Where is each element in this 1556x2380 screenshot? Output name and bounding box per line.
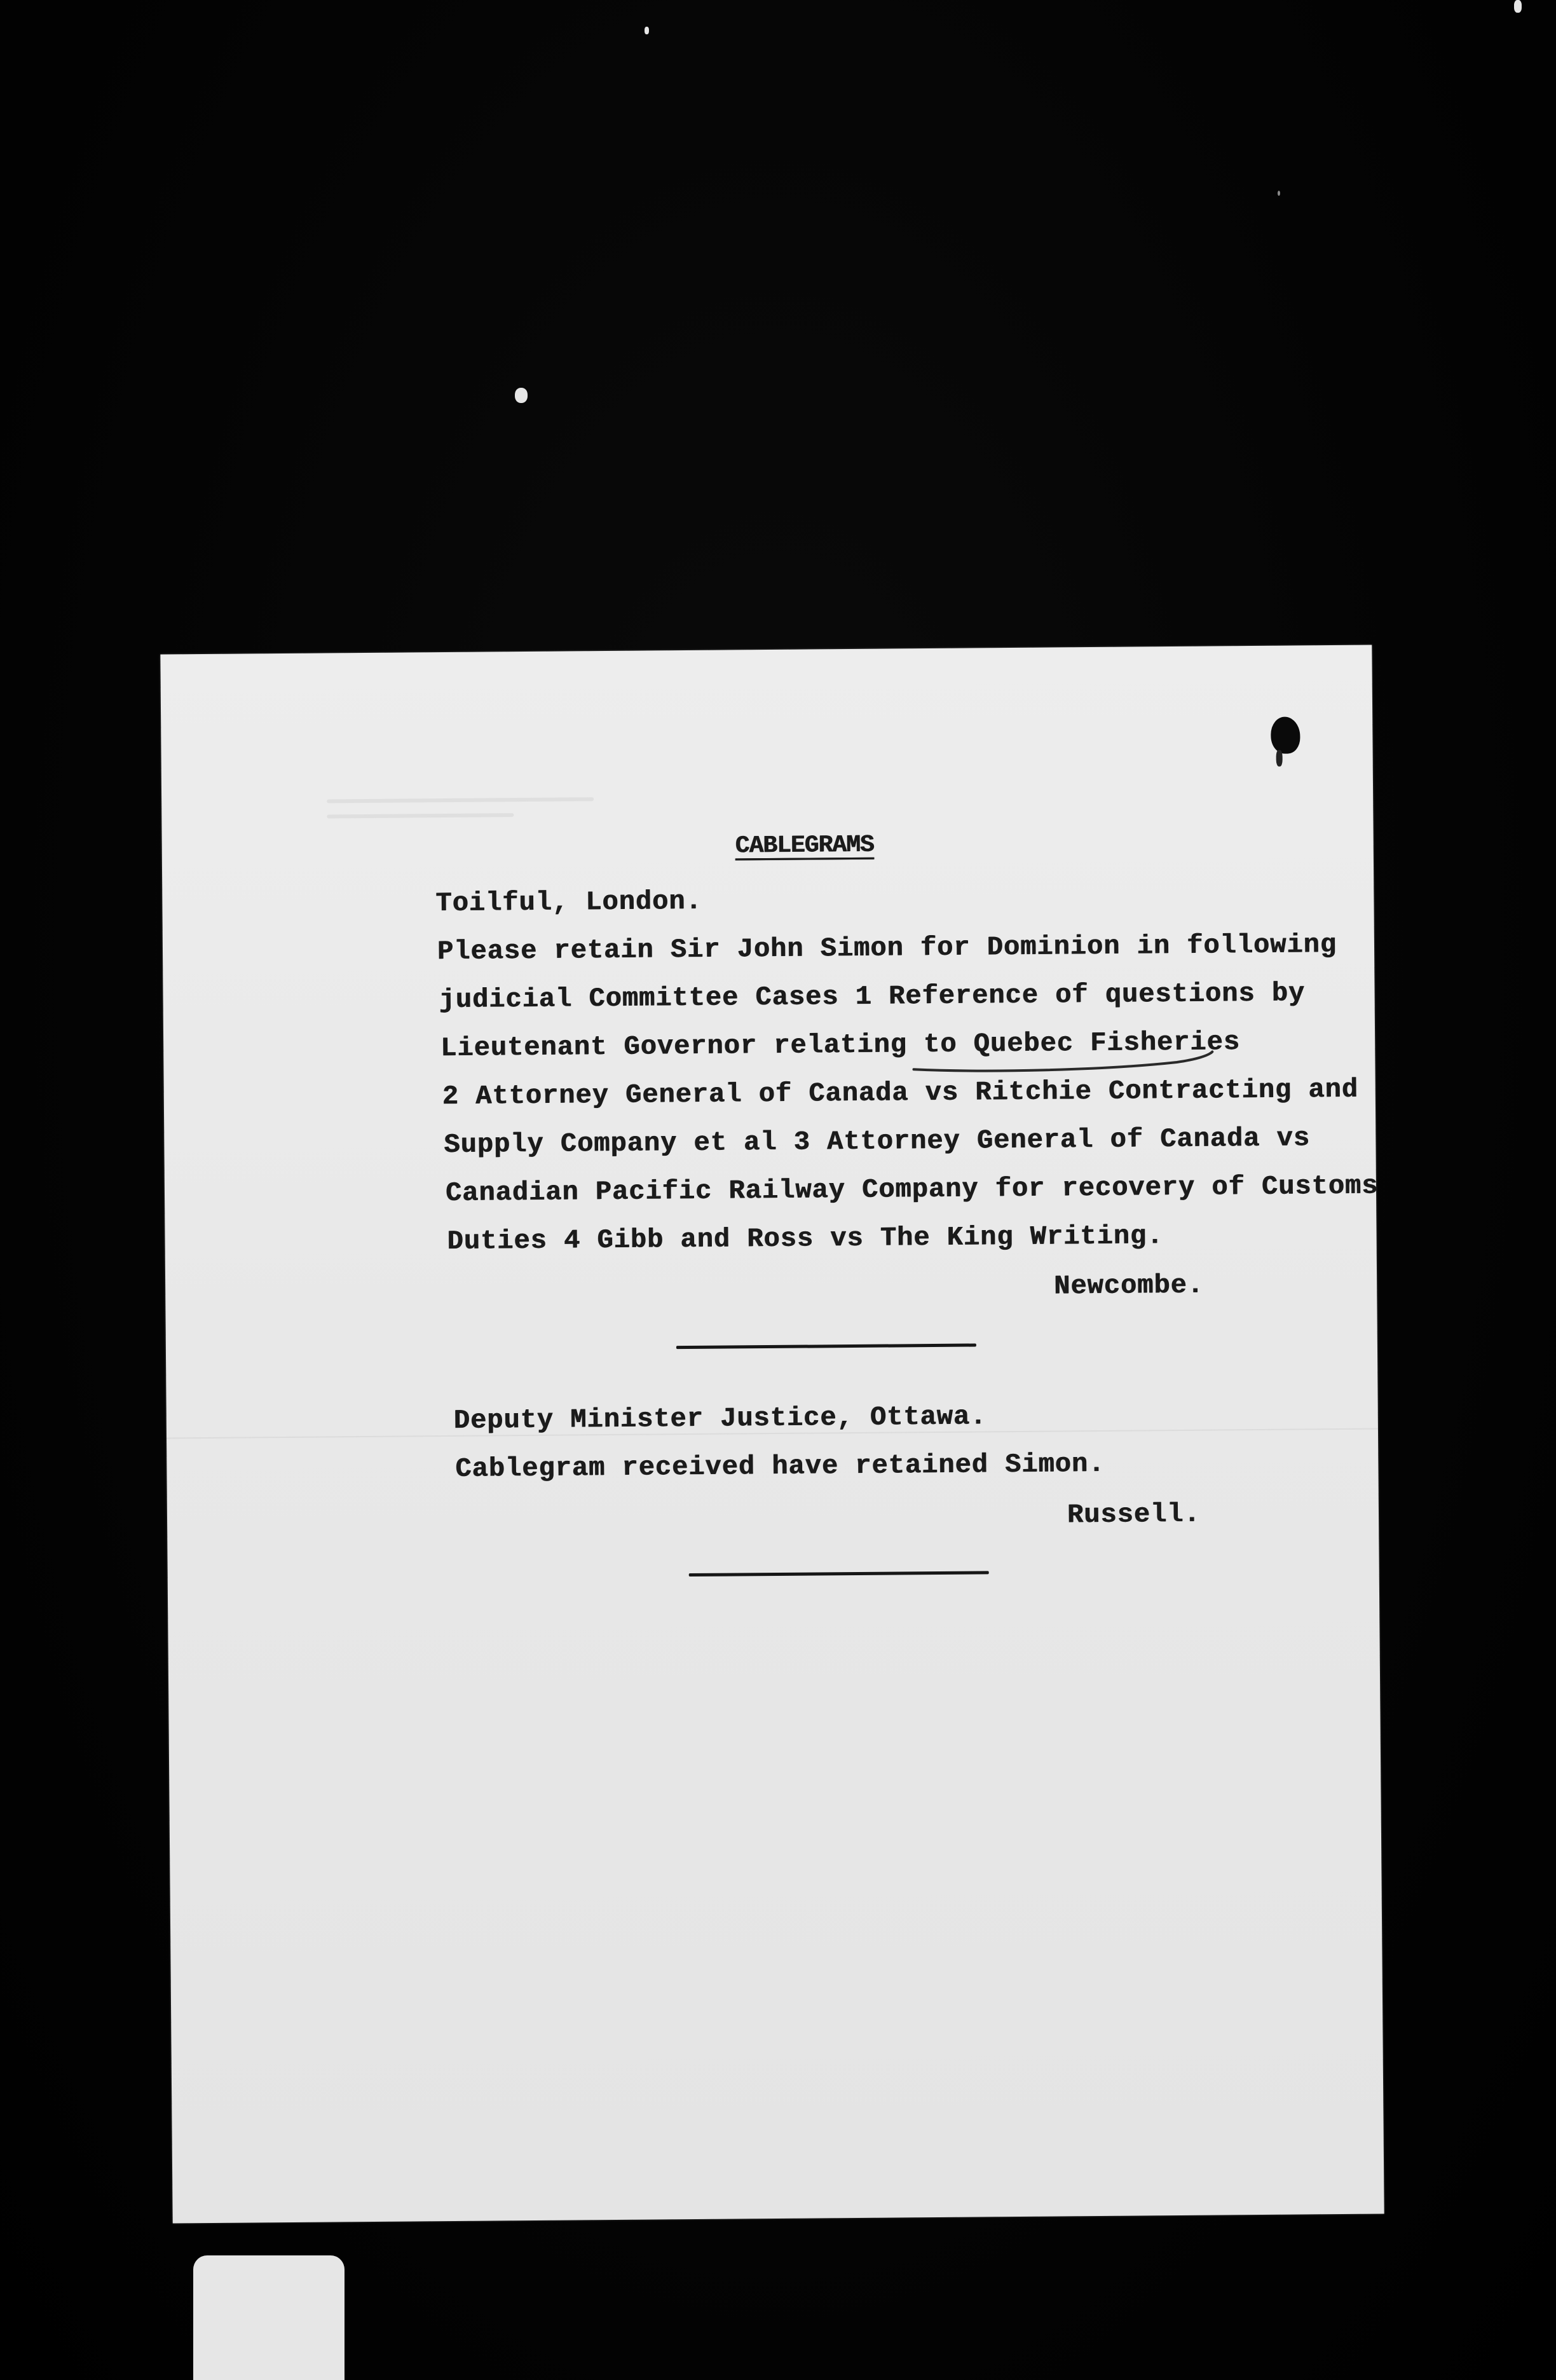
film-index-tab	[193, 2255, 345, 2380]
first-cable-line: Lieutenant Governor relating to Quebec Fisheries	[440, 1027, 1241, 1064]
ink-blot	[1271, 716, 1300, 753]
second-cable-address: Deputy Minister Justice, Ottawa.	[453, 1401, 987, 1436]
dust-speck	[645, 27, 649, 34]
paper-sheet	[160, 645, 1384, 2224]
handwritten-underline	[910, 1048, 1215, 1076]
separator-rule	[689, 1571, 989, 1576]
first-cable-address: Toilful, London.	[435, 886, 702, 919]
first-cable-signature: Newcombe.	[1053, 1269, 1205, 1302]
bleed-through-text	[327, 797, 594, 850]
dust-speck	[1278, 191, 1280, 196]
first-cable-line: Supply Company et al 3 Attorney General of Canada vs	[444, 1123, 1311, 1161]
first-cable-line: Please retain Sir John Simon for Dominion in following	[437, 929, 1337, 968]
second-cable-body: Cablegram received have retained Simon.	[455, 1448, 1105, 1484]
first-cable-line: judicial Committee Cases 1 Reference of questions by	[439, 978, 1306, 1016]
first-cable-line: 2 Attorney General of Canada vs Ritchie Contracting and	[442, 1074, 1359, 1112]
first-cable-line: Canadian Pacific Railway Company for recovery of Customs	[445, 1170, 1379, 1209]
second-cable-signature: Russell.	[1067, 1498, 1201, 1531]
first-cable-line: Duties 4 Gibb and Ross vs The King Writing.	[447, 1221, 1164, 1257]
dust-speck	[1514, 0, 1522, 13]
separator-rule	[676, 1343, 976, 1349]
dust-speck	[515, 388, 528, 403]
document-heading: CABLEGRAMS	[735, 831, 874, 860]
